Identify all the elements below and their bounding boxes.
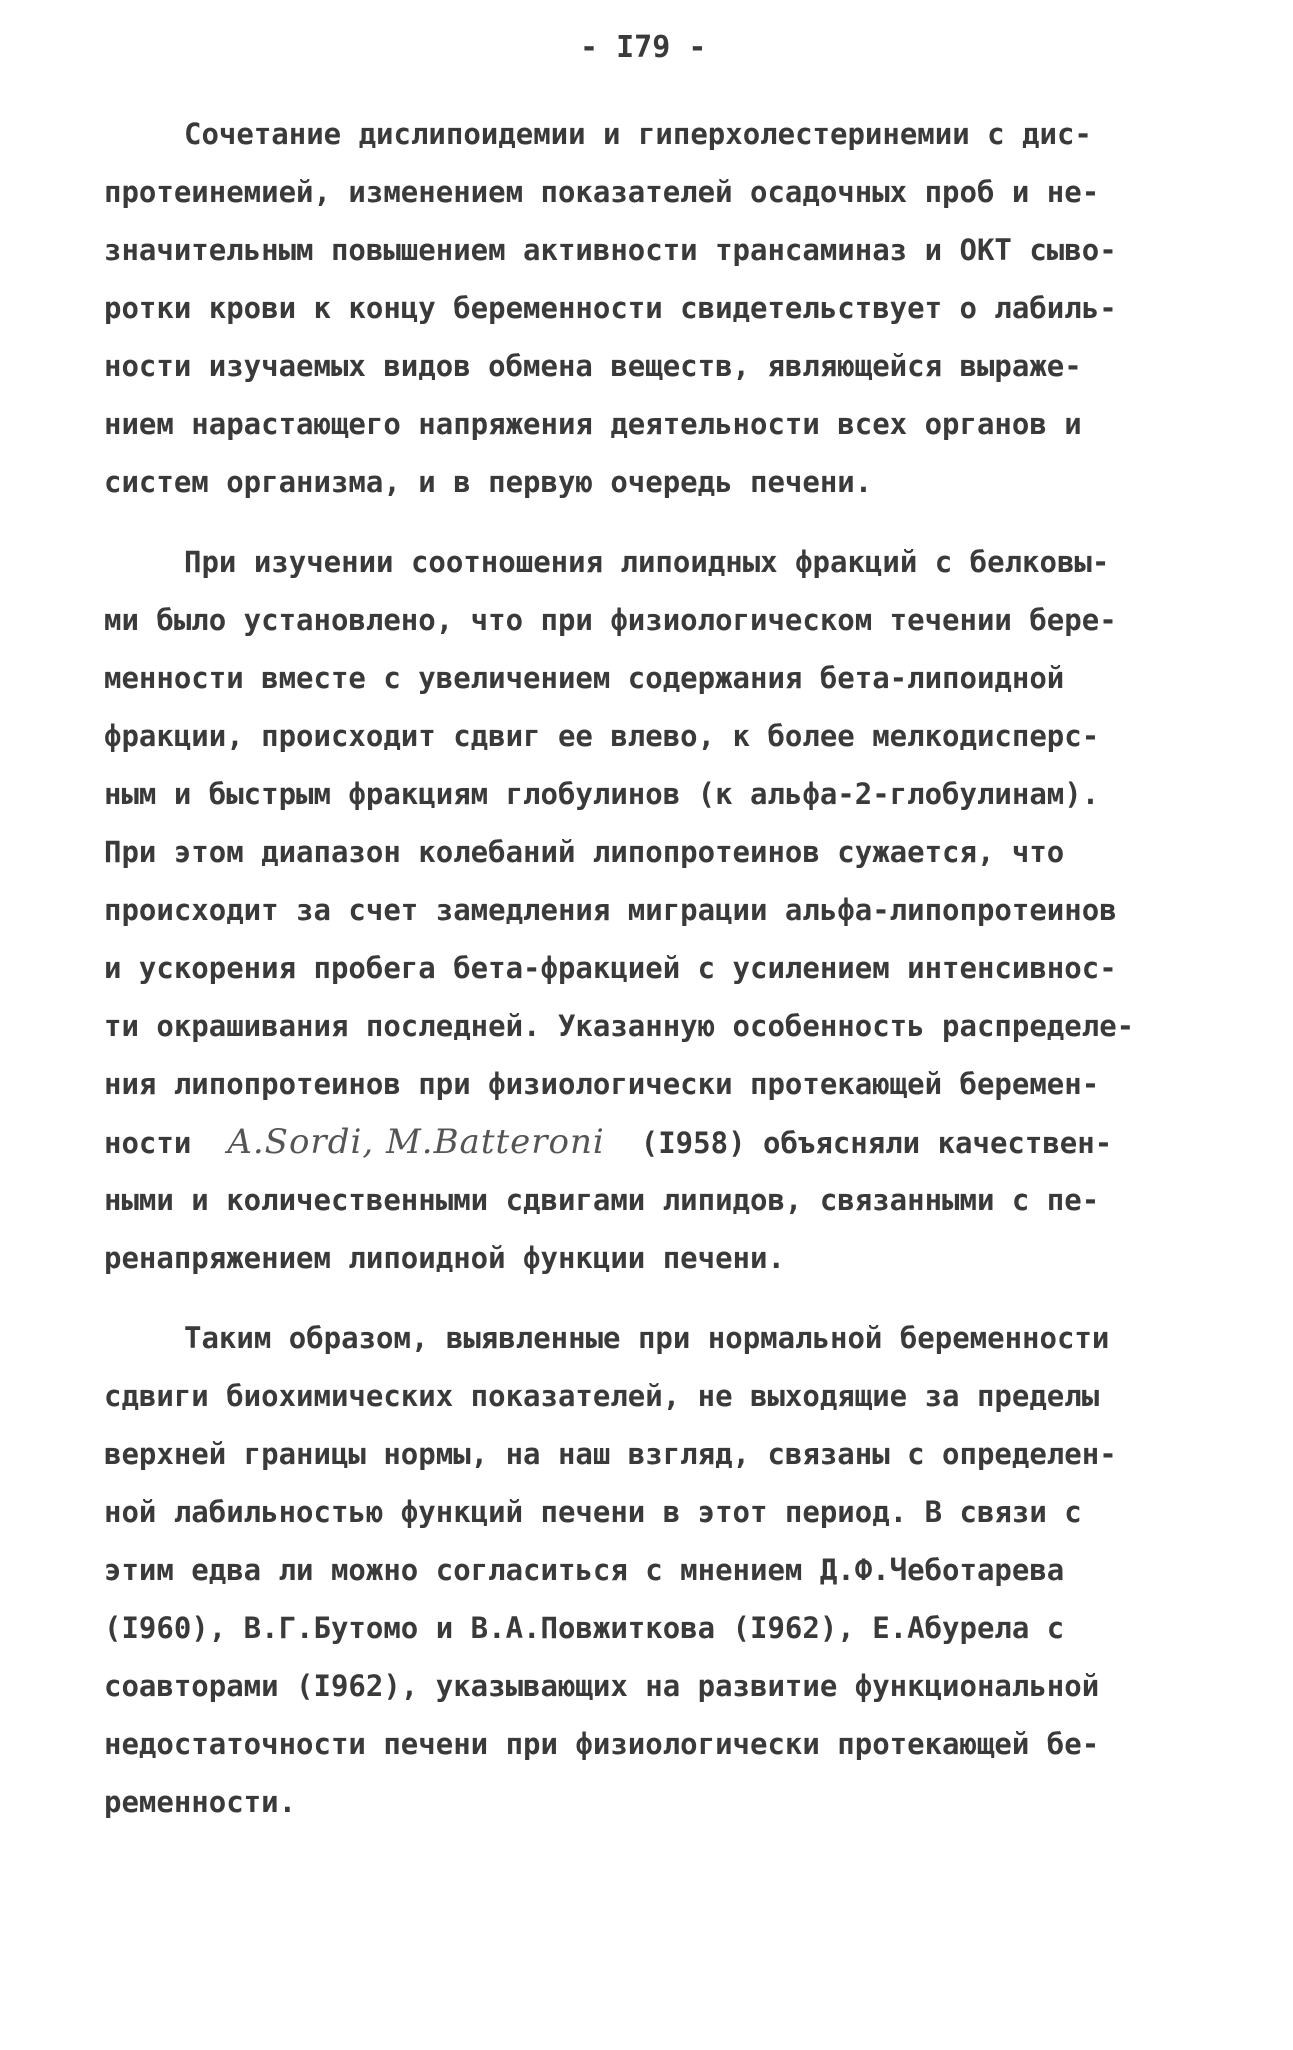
- text-line: ными и количественными сдвигами липидов, связанными с пе-: [104, 1183, 1100, 1217]
- text-line: ности изучаемых видов обмена веществ, являющейся выраже-: [104, 349, 1082, 383]
- text-line: этим едва ли можно согласиться с мнением Д.Ф.Чеботарева: [104, 1553, 1065, 1587]
- text-line: ременности.: [104, 1785, 297, 1819]
- text-line: При этом диапазон колебаний липопротеинов сужается, что: [104, 835, 1065, 869]
- handwritten-authors: A.Sordi, M.Batteroni: [227, 1122, 605, 1162]
- text-line: Сочетание дислипоидемии и гиперхолестеринемии с дис-: [184, 117, 1092, 151]
- text-line: ротки крови к концу беременности свидетельствует о лабиль-: [104, 291, 1117, 325]
- text-line: менности вместе с увеличением содержания бета-липоидной: [104, 661, 1065, 695]
- text-line: значительным повышением активности трансаминаз и ОКТ сыво-: [104, 233, 1117, 267]
- text-line: сдвиги биохимических показателей, не выходящие за пределы: [104, 1379, 1100, 1413]
- text-line: ной лабильностью функций печени в этот период. В связи с: [104, 1495, 1082, 1529]
- text-line: ренапряжением липоидной функции печени.: [104, 1241, 785, 1275]
- text-line: систем организма, и в первую очередь печени.: [104, 465, 873, 499]
- text-line: ным и быстрым фракциям глобулинов (к альфа-2-глобулинам).: [104, 777, 1100, 811]
- text-fragment: ности: [104, 1126, 192, 1160]
- text-line: нием нарастающего напряжения деятельности всех органов и: [104, 407, 1082, 441]
- text-line: ми было установлено, что при физиологическом течении бере-: [104, 603, 1117, 637]
- text-line: протеинемией, изменением показателей осадочных проб и не-: [104, 175, 1100, 209]
- text-line: ти окрашивания последней. Указанную особенность распределе-: [104, 1009, 1135, 1043]
- text-line: верхней границы нормы, на наш взгляд, связаны с определен-: [104, 1437, 1117, 1471]
- page-number: - I79 -: [580, 30, 707, 65]
- text-line: Таким образом, выявленные при нормальной беременности: [184, 1321, 1110, 1355]
- text-line: недостаточности печени при физиологически протекающей бе-: [104, 1727, 1100, 1761]
- text-fragment: (I958) объясняли качествен-: [640, 1126, 1113, 1160]
- text-line: соавторами (I962), указывающих на развитие функциональной: [104, 1669, 1100, 1703]
- text-line: (I960), В.Г.Бутомо и В.А.Повжиткова (I962), Е.Абурела с: [104, 1611, 1065, 1645]
- text-line: происходит за счет замедления миграции альфа-липопротеинов: [104, 893, 1117, 927]
- text-line: При изучении соотношения липоидных фракций с белковы-: [184, 545, 1110, 579]
- author-citation-line: [104, 1122, 1112, 1162]
- text-line: ния липопротеинов при физиологически протекающей беремен-: [104, 1067, 1100, 1101]
- text-line: и ускорения пробега бета-фракцией с усилением интенсивнос-: [104, 951, 1117, 985]
- text-line: фракции, происходит сдвиг ее влево, к более мелкодисперс-: [104, 719, 1100, 753]
